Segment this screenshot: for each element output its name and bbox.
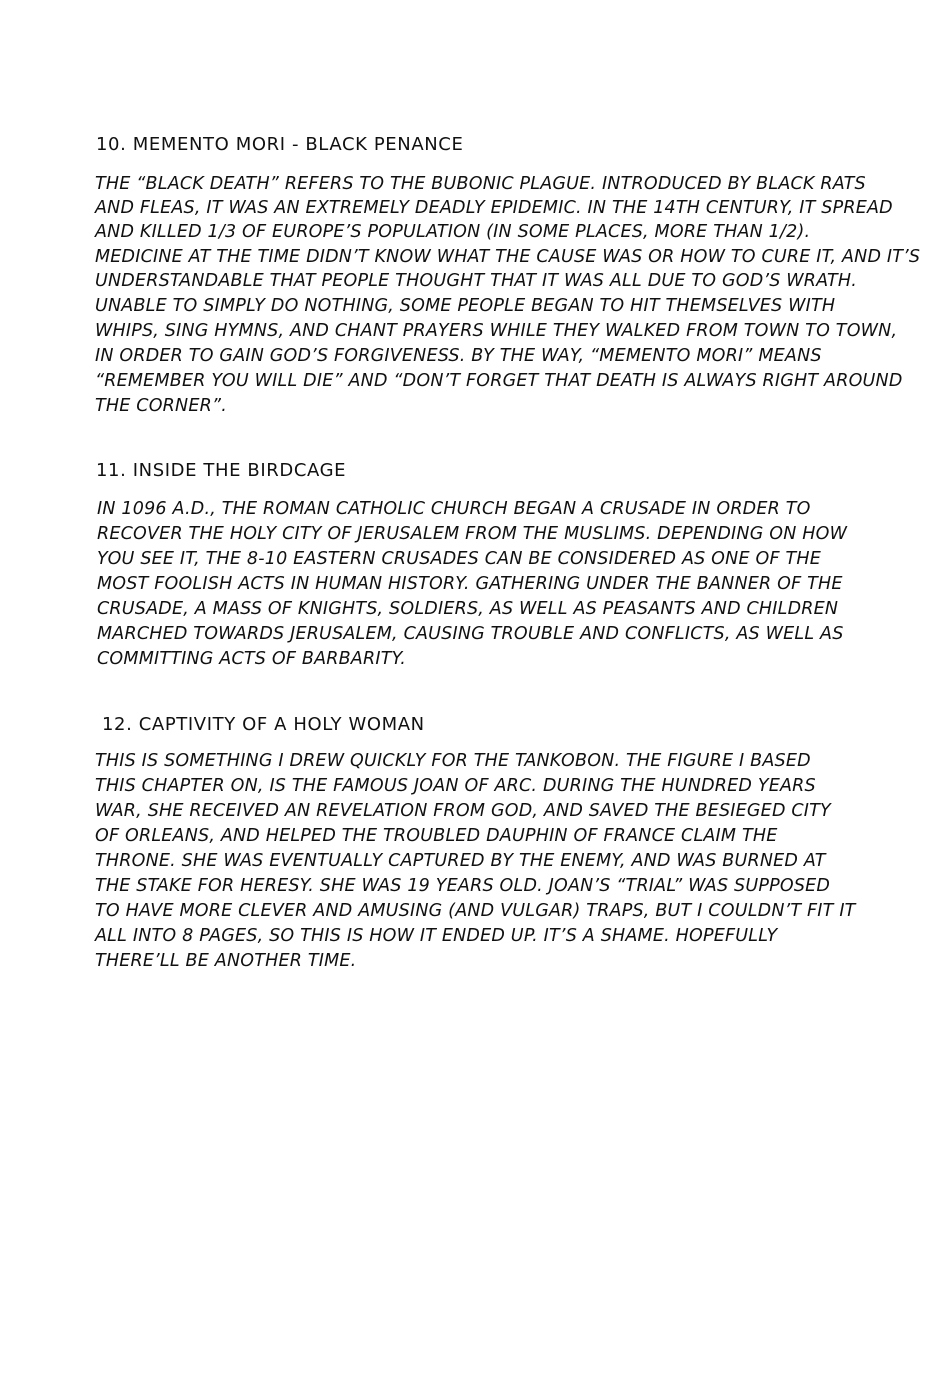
body-line: UNABLE TO SIMPLY DO NOTHING, SOME PEOPLE BEGAN TO HIT THEMSELVES WITH	[95, 296, 836, 316]
section-heading: 10. MEMENTO MORI - BLACK PENANCE	[96, 134, 464, 155]
body-line: THE “BLACK DEATH” REFERS TO THE BUBONIC PLAGUE. INTRODUCED BY BLACK RATS	[95, 174, 866, 194]
body-line: CRUSADE, A MASS OF KNIGHTS, SOLDIERS, AS WELL AS PEASANTS AND CHILDREN	[97, 599, 839, 619]
body-line: THIS CHAPTER ON, IS THE FAMOUS JOAN OF ARC. DURING THE HUNDRED YEARS	[95, 776, 816, 796]
body-line: OF ORLEANS, AND HELPED THE TROUBLED DAUPHIN OF FRANCE CLAIM THE	[95, 826, 778, 846]
body-line: IN 1096 A.D., THE ROMAN CATHOLIC CHURCH BEGAN A CRUSADE IN ORDER TO	[97, 499, 811, 519]
body-line: UNDERSTANDABLE THAT PEOPLE THOUGHT THAT IT WAS ALL DUE TO GOD’S WRATH.	[95, 271, 858, 291]
body-line: TO HAVE MORE CLEVER AND AMUSING (AND VULGAR) TRAPS, BUT I COULDN’T FIT IT	[95, 901, 856, 921]
body-line: WHIPS, SING HYMNS, AND CHANT PRAYERS WHILE THEY WALKED FROM TOWN TO TOWN,	[95, 321, 898, 341]
body-line: “REMEMBER YOU WILL DIE” AND “DON’T FORGET THAT DEATH IS ALWAYS RIGHT AROUND	[95, 371, 903, 391]
body-line: MEDICINE AT THE TIME DIDN’T KNOW WHAT THE CAUSE WAS OR HOW TO CURE IT, AND IT’S	[95, 247, 921, 267]
body-line: MOST FOOLISH ACTS IN HUMAN HISTORY. GATHERING UNDER THE BANNER OF THE	[97, 574, 843, 594]
body-line: WAR, SHE RECEIVED AN REVELATION FROM GOD, AND SAVED THE BESIEGED CITY	[95, 801, 831, 821]
section-heading: 12. CAPTIVITY OF A HOLY WOMAN	[102, 714, 425, 735]
body-line: AND KILLED 1/3 OF EUROPE’S POPULATION (IN SOME PLACES, MORE THAN 1/2).	[95, 222, 811, 242]
body-line: AND FLEAS, IT WAS AN EXTREMELY DEADLY EPIDEMIC. IN THE 14TH CENTURY, IT SPREAD	[95, 198, 893, 218]
body-line: MARCHED TOWARDS JERUSALEM, CAUSING TROUBLE AND CONFLICTS, AS WELL AS	[97, 624, 844, 644]
body-line: IN ORDER TO GAIN GOD’S FORGIVENESS. BY THE WAY, “MEMENTO MORI” MEANS	[95, 346, 822, 366]
body-line: THE STAKE FOR HERESY. SHE WAS 19 YEARS OLD. JOAN’S “TRIAL” WAS SUPPOSED	[95, 876, 831, 896]
body-line: ALL INTO 8 PAGES, SO THIS IS HOW IT ENDED UP. IT’S A SHAME. HOPEFULLY	[95, 926, 778, 946]
body-line: THERE’LL BE ANOTHER TIME.	[95, 951, 357, 971]
body-line: RECOVER THE HOLY CITY OF JERUSALEM FROM THE MUSLIMS. DEPENDING ON HOW	[97, 524, 848, 544]
body-line: THE CORNER”.	[95, 396, 227, 416]
body-line: THRONE. SHE WAS EVENTUALLY CAPTURED BY THE ENEMY, AND WAS BURNED AT	[95, 851, 826, 871]
section-heading: 11. INSIDE THE BIRDCAGE	[96, 460, 347, 481]
body-line: COMMITTING ACTS OF BARBARITY.	[97, 649, 406, 669]
body-line: YOU SEE IT, THE 8-10 EASTERN CRUSADES CAN BE CONSIDERED AS ONE OF THE	[97, 549, 821, 569]
body-line: THIS IS SOMETHING I DREW QUICKLY FOR THE TANKOBON. THE FIGURE I BASED	[95, 751, 811, 771]
